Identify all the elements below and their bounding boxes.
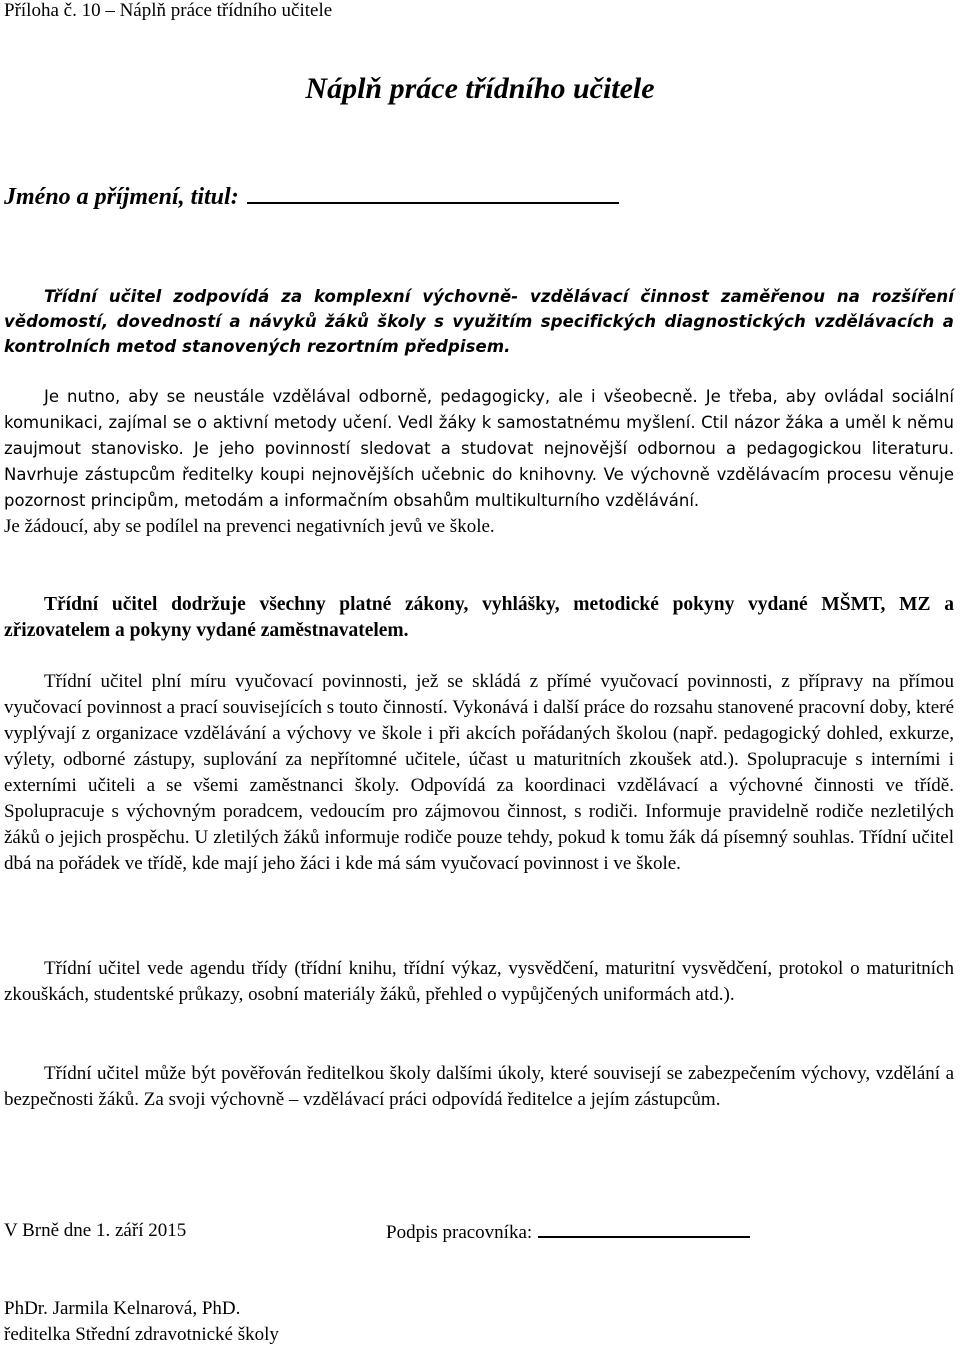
signatory-role: ředitelka Střední zdravotnické školy [4, 1324, 279, 1345]
name-field [4, 182, 619, 211]
duties-paragraph: Třídní učitel plní míru vyučovací povinnosti, jež se skládá z přímé vyučovací povinnosti, z přípravy na přímou vyučovací povinnost a prací souvisejících s touto činností. Vykonává i další práce do rozsahu stanovené pracovní doby, které vyplývají z organizace vzdělávání a výchovy ve škole i při akcích pořádaných školou (např. pedagogický dohled, exkurze, výlety, odborné zástupy, suplování za nepřítomné učitele, účast u maturitních zkoušek atd.). Spolupracuje s interními i externími učiteli a se všemi zaměstnanci školy. Odpovídá za koordinaci vzdělávací a výchovné činnosti ve třídě. Spolupracuje s výchovným poradcem, vedoucím pro zájmovou činnost, s rodiči. Informuje pravidelně rodiče nezletilých žáků o jejich prospěchu. U zletilých žáků informuje rodiče pouze tehdy, pokud k tomu žák dá písemný souhlas. Třídní učitel dbá na pořádek ve třídě, kde mají jeho žáci i kde má sám vyučovací povinnost i ve škole. [4, 671, 954, 874]
page-title: Náplň práce třídního učitele [305, 72, 655, 105]
signature-line [538, 1220, 750, 1238]
attachment-header: Příloha č. 10 – Náplň práce třídního učitele [4, 0, 333, 21]
signature-field [386, 1220, 750, 1244]
development-paragraph [4, 384, 954, 540]
name-field-label: Jméno a příjmení, titul: [4, 184, 239, 210]
signatory-name: PhDr. Jarmila Kelnarová, PhD. [4, 1298, 241, 1319]
compliance-paragraph: Třídní učitel dodržuje všechny platné zákony, vyhlášky, metodické pokyny vydané MŠMT, MZ a zřizovatelem a pokyny vydané zaměstnavatelem. [4, 594, 954, 641]
agenda-paragraph: Třídní učitel vede agendu třídy (třídní knihu, třídní výkaz, vysvědčení, maturitní vysvědčení, protokol o maturitních zkouškách, studentské průkazy, osobní materiály žáků, přehled o vypůjčených uniformách atd.). [4, 958, 954, 1005]
place-date: V Brně dne 1. září 2015 [4, 1220, 187, 1241]
development-text: Je nutno, aby se neustále vzdělával odborně, pedagogicky, ale i všeobecně. Je třeba, aby ovládal sociální komunikaci, zajímal se o aktivní metody učení. Vedl žáky k samostatnému myšlení. Ctil názor žáka a uměl k němu zaujmout stanovisko. Je jeho povinností sledovat a studovat nejnovější odbornou a pedagogickou literaturu. Navrhuje zástupcům ředitelky koupi nejnovějších učebnic do knihovny. Ve výchovně vzdělávacím procesu věnuje pozornost principům, metodám a informačním obsahům multikulturního vzdělávání. [4, 387, 954, 510]
name-field-blank[interactable] [247, 182, 619, 204]
prevention-sentence: Je žádoucí, aby se podílel na prevenci negativních jevů ve škole. [4, 516, 495, 537]
signature-label: Podpis pracovníka: [386, 1222, 533, 1243]
other-tasks-paragraph: Třídní učitel může být pověřován ředitelkou školy dalšími úkoly, které souvisejí se zabezpečením výchovy, vzdělání a bezpečnosti žáků. Za svoji výchovně – vzdělávací práci odpovídá ředitelce a jejím zástupcům. [4, 1063, 954, 1110]
intro-paragraph: Třídní učitel zodpovídá za komplexní výchovně- vzdělávací činnost zaměřenou na rozšíření vědomostí, dovedností a návyků žáků školy s využitím specifických diagnostických vzdělávacích a kontrolních metod stanovených rezortním předpisem. [4, 287, 954, 356]
